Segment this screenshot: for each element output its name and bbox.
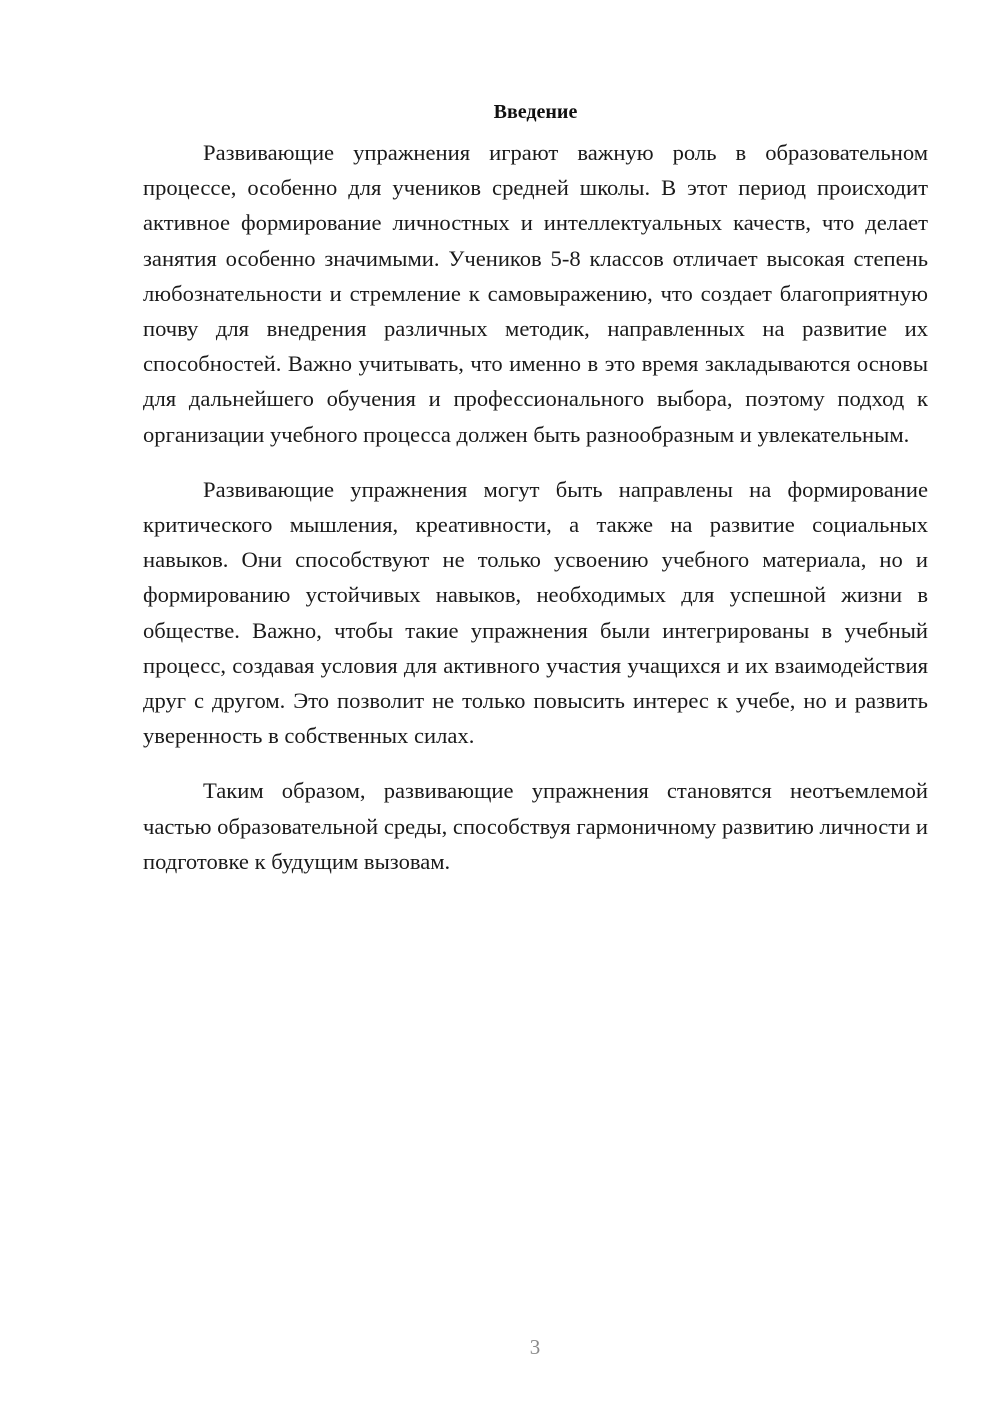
section-heading: Введение: [493, 101, 578, 123]
paragraph-1: Развивающие упражнения играют важную роль в образовательном процессе, особенно для учеников средней школы. В этот период происходит активное формирование личностных и интеллектуальных качеств, что делает занятия особенно значимыми. Учеников 5-8 классов отличает высокая степень любознательности и стремление к самовыражению, что создает благоприятную почву для внедрения различных методик, направленных на развитие их способностей. Важно учитывать, что именно в это время закладываются основы для дальнейшего обучения и профессионального выбора, поэтому подход к организации учебного процесса должен быть разнообразным и увлекательным.: [143, 140, 928, 447]
page-number: 3: [529, 1335, 541, 1359]
paragraph-3: Таким образом, развивающие упражнения становятся неотъемлемой частью образовательной среды, способствуя гармоничному развитию личности и подготовке к будущим вызовам.: [143, 778, 928, 874]
page-content: [143, 96, 928, 879]
paragraph-2: Развивающие упражнения могут быть направлены на формирование критического мышления, креативности, а также на развитие социальных навыков. Они способствуют не только усвоению учебного материала, но и формированию устойчивых навыков, необходимых для успешной жизни в обществе. Важно, чтобы такие упражнения были интегрированы в учебный процесс, создавая условия для активного участия учащихся и их взаимодействия друг с другом. Это позволит не только повысить интерес к учебе, но и развить уверенность в собственных силах.: [143, 476, 928, 749]
